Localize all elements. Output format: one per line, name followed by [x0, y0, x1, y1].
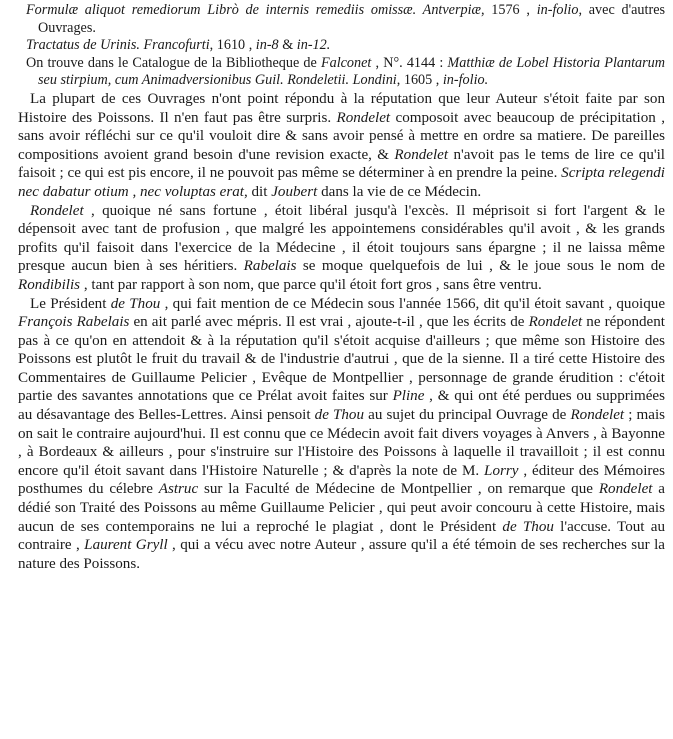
text-run: On trouve dans le Catalogue de la Bibliotheque de	[26, 54, 321, 71]
italic-text: Rondelet	[30, 202, 84, 219]
italic-text: Formulæ aliquot remediorum Librò de internis remediis omissæ. Antverpiæ	[26, 2, 481, 18]
italic-text: Matthiæ de Lobel Historia Plantarum seu stirpium, cum Animadversionibus Guil. Rondeletii. Londini	[38, 54, 665, 89]
text-run: n'avoit pas le tems de lire ce qu'il faisoit ; ce qui est pis encore, il ne pouvoit pas même se déterminer à en prendre la peine.	[18, 146, 665, 182]
italic-text: Scripta relegendi nec dabatur otium , nec voluptas erat	[18, 165, 665, 200]
text-run: au sujet du principal Ouvrage de	[364, 407, 571, 424]
italic-text: Joubert	[271, 183, 318, 200]
text-run: , 1576 ,	[480, 2, 537, 18]
italic-text: Pline	[392, 388, 425, 405]
bibliography-entry	[18, 2, 665, 37]
italic-text: Astruc	[158, 481, 199, 498]
text-run: , éditeur des Mémoires posthumes du célebre	[18, 462, 666, 498]
italic-text: Rondelet	[598, 481, 653, 498]
text-run: &	[278, 37, 297, 54]
text-run: sur la Faculté de Médecine de Montpellier , on remarque que	[198, 481, 599, 498]
italic-text: Rondelet	[528, 314, 583, 331]
text-run: se moque quelquefois de lui , & le joue sous le nom de	[296, 258, 665, 275]
italic-text: Lorry	[484, 462, 519, 479]
italic-text: Rondelet	[336, 109, 391, 126]
italic-text: Rabelais	[243, 258, 297, 275]
italic-text: in-12.	[296, 37, 331, 54]
bibliography-entry	[18, 55, 665, 90]
text-run: , dit	[243, 183, 272, 200]
bibliography-entry	[18, 37, 665, 55]
text-run: , quoique né sans fortune , étoit libéral jusqu'à l'excès. Il méprisoit si fort l'argent & le dépensoit avec tant de profusion , que malgré les appointemens considérables qu'il avoit , & les grands profits qu'il faisoit dans l'exercice de la Médecine , il étoit toujours sans épargne ; il ne laissa même presque aucun bien à ses héritiers.	[18, 202, 665, 275]
text-run: , 1610 ,	[209, 37, 256, 54]
text-run: l'accuse. Tout au contraire ,	[18, 518, 665, 554]
text-run: ; mais on sait le contraire aujourd'hui. Il est connu que ce Médecin avoit fait divers voyages à Anvers , à Bayonne , à Bordeaux & ailleurs , pour s'instruire sur l'Histoire des Poissons à laquelle il travailloit ; il est connu encore qu'il étoit savant dans l'Histoire Naturelle ; & d'après la note de M.	[18, 407, 666, 479]
italic-text: Laurent Gryll	[84, 537, 168, 554]
text-run: a dédié son Traité des Poissons au même Guillaume Pelicier , qui peut avoir concouru à cette Histoire, mais aucun de ses contemporains ne lui a reproché le plagiat , dont le Président	[18, 481, 666, 535]
italic-text: Rondelet	[570, 407, 625, 424]
text-run: , qui a vécu avec notre Auteur , assure qu'il a été témoin de ses recherches sur la nature des Poissons.	[18, 537, 665, 572]
text-run: composoit avec beaucoup de précipitation , sans avoir réfléchi sur ce qu'il vouloit dire & sans avoir pensé à mettre en ordre sa matiere. De pareilles compositions avoient grand besoin d'une revision exacte, &	[18, 109, 665, 163]
italic-text: François Rabelais	[18, 314, 130, 331]
italic-text: de Thou	[502, 518, 554, 535]
text-run: , qui fait mention de ce Médecin sous l'année 1566, dit qu'il étoit savant , quoique	[160, 295, 666, 312]
text-run: , N°. 4144 :	[371, 54, 448, 71]
text-run: , avec d'autres Ouvrages.	[38, 2, 666, 36]
text-run: La plupart de ces Ouvrages n'ont point répondu à la réputation que leur Auteur s'étoit faite par son Histoire des Poissons. Il n'en faut pas être surpris.	[18, 90, 665, 126]
text-run: , & qui ont été perdues ou supprimées au désavantage des Belles-Lettres. Ainsi pensoit	[18, 388, 665, 424]
text-run: , 1605 ,	[396, 72, 443, 89]
italic-text: Tractatus de Urinis. Francofurti	[26, 37, 210, 54]
text-run: en ait parlé avec mépris. Il est vrai , ajoute-t-il , que les écrits de	[129, 314, 529, 331]
italic-text: in-folio	[536, 2, 579, 18]
paragraph	[18, 202, 665, 295]
text-run: ne répondent pas à ce qu'on en attendoit & à la réputation qu'il s'étoit acquise d'ailleurs ; que même son Histoire des Poissons est plutôt le fruit du travail & de l'industrie d'autrui , que de la sienne. Il a tiré cette Histoire des Commentaires de Guillaume Pelicier , Evêque de Montpellier , personnage de grande érudition : c'étoit partie des savantes annotations que ce Prélat avoit faites sur	[18, 314, 665, 405]
text-run: Le Président	[30, 295, 111, 312]
text-run: dans la vie de ce Médecin.	[317, 183, 482, 200]
italic-text: in-folio.	[442, 72, 489, 89]
paragraph	[18, 295, 665, 574]
bibliography-list	[18, 2, 665, 90]
italic-text: in-8	[255, 37, 279, 54]
text-run: , tant par rapport à son nom, que parce qu'il étoit fort gros , sans être ventru.	[80, 276, 542, 293]
italic-text: de Thou	[314, 407, 365, 424]
paragraph	[18, 90, 665, 202]
italic-text: Falconet	[320, 54, 372, 71]
italic-text: Rondibilis	[18, 276, 81, 293]
italic-text: de Thou	[110, 295, 161, 312]
body-text	[18, 90, 665, 573]
italic-text: Rondelet	[394, 146, 449, 163]
